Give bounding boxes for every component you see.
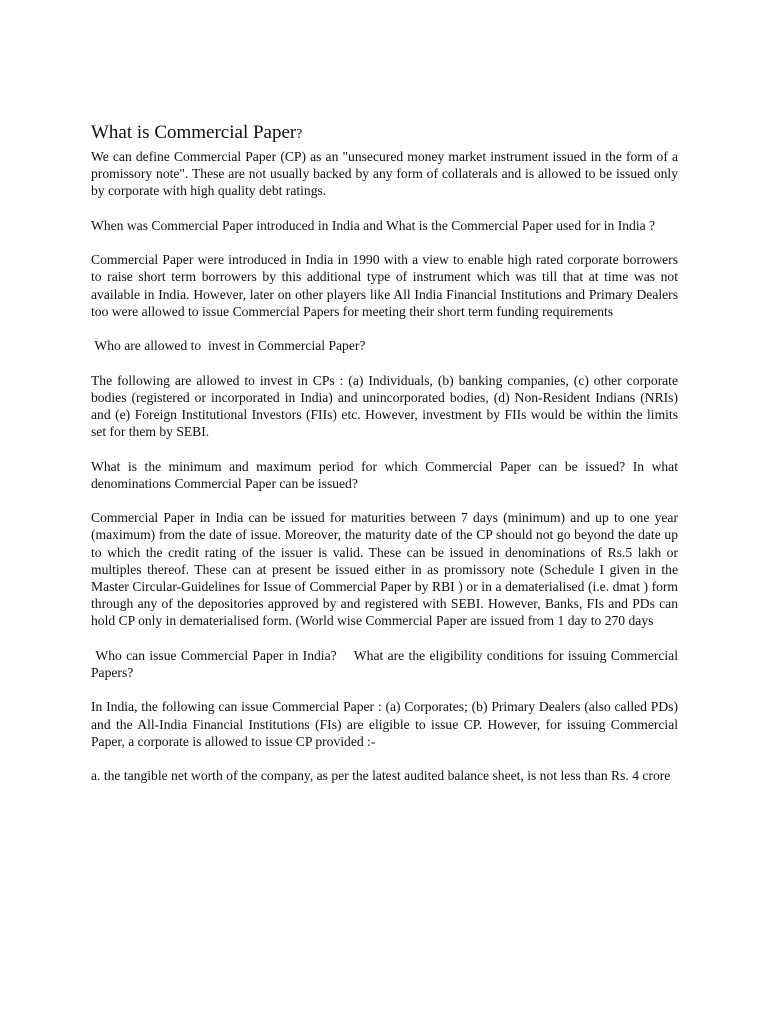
- question-introduced-in-india: When was Commercial Paper introduced in India and What is the Commercial Paper used for in India ?: [91, 217, 656, 233]
- page-title: [91, 122, 678, 145]
- question-period-denominations: What is the minimum and maximum period for which Commercial Paper can be issued? In what denominations Commercial Paper can be issued?: [91, 458, 678, 491]
- question-who-can-issue: Who can issue Commercial Paper in India? What are the eligibility conditions for issuing Commercial Papers?: [91, 647, 682, 680]
- question-who-can-invest: Who are allowed to invest in Commercial Paper?: [91, 338, 366, 354]
- page-title-text: What is Commercial Paper: [91, 122, 297, 143]
- document-body: [91, 122, 682, 784]
- paragraph-definition: We can define Commercial Paper (CP) as an "unsecured money market instrument issued in the form of a promissory note". These are not usually backed by any form of collaterals and is allowed to be issued only by corporate with high quality debt ratings.: [91, 149, 678, 199]
- paragraph-issuers: In India, the following can issue Commercial Paper : (a) Corporates; (b) Primary Dealers (also called PDs) and the All-India Financial Institutions (FIs) are eligible to issue CP. However, for issuing Commercial Paper, a corporate is allowed to issue CP provided :-: [91, 699, 678, 749]
- paragraph-maturities: Commercial Paper in India can be issued for maturities between 7 days (minimum) and up to one year (maximum) from the date of issue. Moreover, the maturity date of the CP should not go beyond the date up to which the credit rating of the issuer is valid. These can be issued in denominations of Rs.5 lakh or multiples thereof. These can at present be issued either in as promissory note (Schedule I given in the Master Circular-Guidelines for Issue of Commercial Paper by RBI ) or in a dematerialised (i.e. dmat ) form through any of the depositories approved by and registered with SEBI. However, Banks, FIs and PDs can hold CP only in dematerialised form. (World wise Commercial Paper are issued from 1 day to 270 days: [91, 510, 678, 629]
- paragraph-investors: The following are allowed to invest in CPs : (a) Individuals, (b) banking companies, (c) other corporate bodies (registered or incorporated in India) and unincorporated bodies, (d) Non-Resident Indians (NRIs) and (e) Foreign Institutional Investors (FIIs) etc. However, investment by FIIs would be within the limits set for them by SEBI.: [91, 372, 678, 440]
- page-title-question-mark: ?: [296, 126, 303, 141]
- paragraph-introduction: Commercial Paper were introduced in India in 1990 with a view to enable high rated corporate borrowers to raise short term borrowers by this additional type of instrument which was till that at time was not available in India. However, later on other players like All India Financial Institutions and Primary Dealers too were allowed to issue Commercial Papers for meeting their short term funding requirements: [91, 252, 678, 319]
- paragraph-net-worth-condition: a. the tangible net worth of the company, as per the latest audited balance sheet, is not less than Rs. 4 crore: [91, 768, 671, 784]
